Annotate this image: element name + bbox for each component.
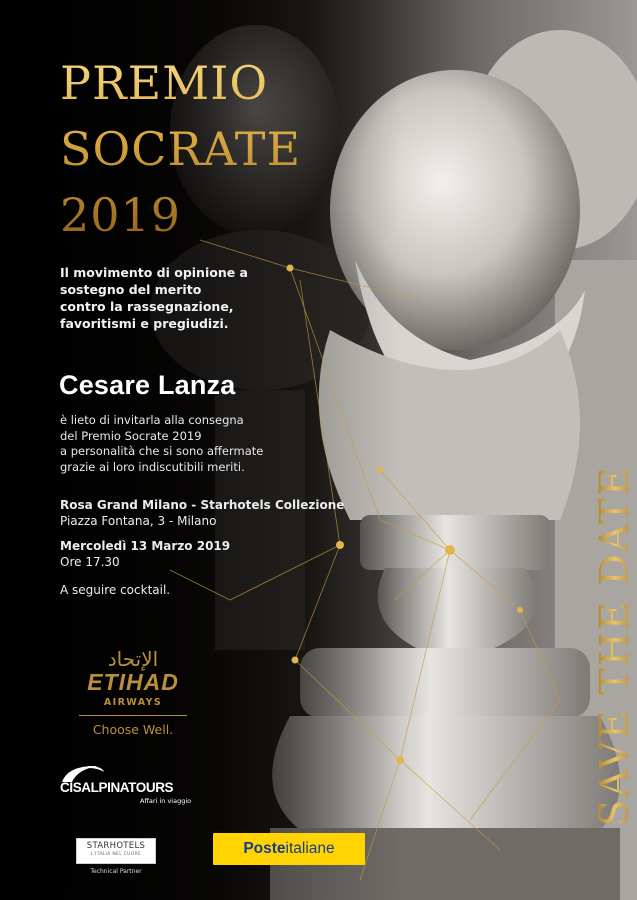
cocktail-note: A seguire cocktail.: [60, 583, 171, 597]
intro-line: sostegno del merito: [60, 282, 202, 297]
cisalpinatours-logo: [58, 762, 198, 812]
title-line: SOCRATE: [60, 122, 302, 176]
save-the-date-text: SAVE THE DATE: [592, 465, 637, 827]
poste-italiane-logo: [213, 833, 365, 865]
starhotels-subtitle: L'ITALIA NEL CUORE: [90, 852, 142, 857]
intro-paragraph: [60, 264, 340, 332]
etihad-wordmark: ETIHAD: [87, 669, 179, 695]
event-title: [60, 50, 301, 248]
technical-partner-label: Technical Partner: [90, 868, 142, 875]
etihad-tagline: Choose Well.: [92, 722, 174, 737]
cisalpina-name: CISALPINATOURS: [60, 780, 174, 795]
poste-rest-text: italiane: [285, 840, 335, 857]
invite-line: è lieto di invitarla alla consegna: [60, 413, 244, 427]
venue-name: Rosa Grand Milano - Starhotels Collezione: [60, 498, 345, 512]
starhotels-logo: [76, 838, 156, 875]
etihad-divider: [79, 715, 187, 716]
starhotels-badge: [76, 838, 156, 864]
invite-line: a personalità che si sono affermate: [60, 444, 264, 458]
cisalpina-tagline: Affari in viaggio: [140, 797, 192, 805]
etihad-airways-label: AIRWAYS: [103, 697, 163, 708]
event-date: Mercoledì 13 Marzo 2019: [60, 539, 231, 553]
etihad-logo: [78, 648, 188, 737]
intro-line: Il movimento di opinione a: [60, 265, 248, 280]
intro-line: contro la rassegnazione,: [60, 299, 234, 314]
starhotels-name: STARHOTELS: [86, 841, 146, 851]
title-line: PREMIO: [60, 56, 269, 110]
venue-block: [60, 497, 380, 529]
venue-address: Piazza Fontana, 3 - Milano: [60, 514, 217, 528]
invite-line: grazie ai loro indiscutibili meriti.: [60, 459, 245, 474]
host-name: Cesare Lanza: [59, 370, 236, 400]
invite-line: del Premio Socrate 2019: [60, 428, 202, 443]
invitation-text: [60, 413, 310, 475]
datetime-block: [60, 538, 230, 570]
intro-line: favoritismi e pregiudizi.: [60, 316, 229, 331]
poste-bold-text: Poste: [243, 840, 286, 857]
title-line: 2019: [60, 188, 182, 242]
event-time: Ore 17.30: [60, 555, 120, 569]
etihad-arabic-wordmark: الإتحاد: [107, 647, 159, 671]
